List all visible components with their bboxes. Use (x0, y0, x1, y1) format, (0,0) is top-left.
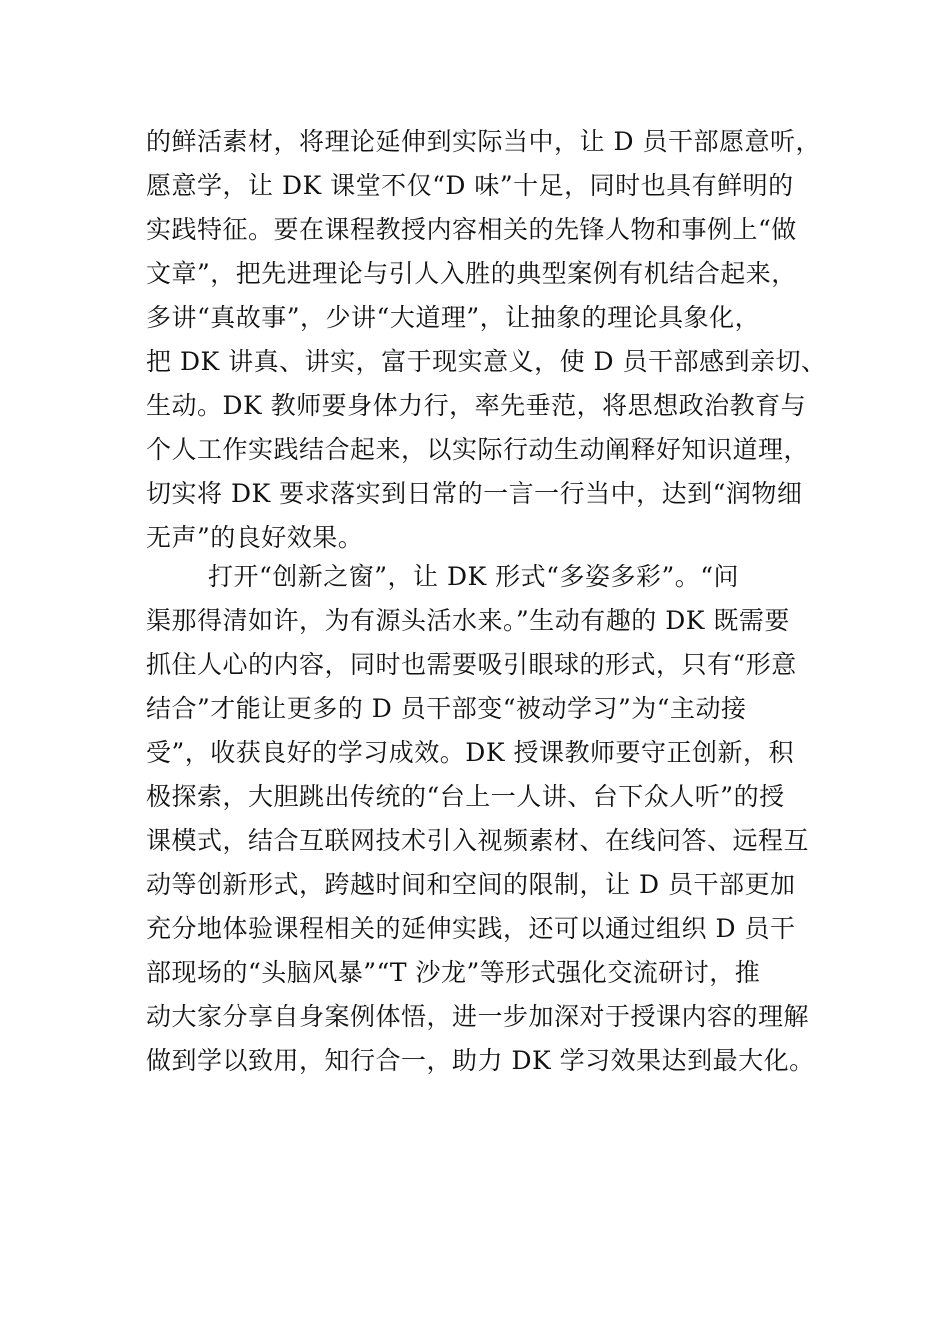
text-line: 抓住人心的内容，同时也需要吸引眼球的形式，只有“形意 (146, 650, 797, 679)
text-line: 无声”的良好效果。 (146, 523, 364, 552)
text-line: 打开“创新之窗”，让 DK 形式“多姿多彩”。“问 (208, 562, 740, 591)
text-line: 极探索，大胆跳出传统的“台上一人讲、台下众人听”的授 (146, 782, 785, 811)
text-line: 多讲“真故事”，少讲“大道理”，让抽象的理论具象化， (146, 303, 761, 332)
text-line: 结合”才能让更多的 D 员干部变“被动学习”为“主动接 (146, 694, 747, 723)
text-line: 个人工作实践结合起来，以实际行动生动阐释好知识道理， (146, 435, 810, 464)
text-line: 做到学以致用，知行合一，助力 DK 学习效果达到最大化。 (146, 1046, 815, 1075)
text-line: 生动。DK 教师要身体力行，率先垂范，将思想政治教育与 (146, 391, 807, 420)
text-line: 受”，收获良好的学习成效。DK 授课教师要守正创新，积 (146, 738, 794, 767)
text-line: 的鲜活素材，将理论延伸到实际当中，让 D 员干部愿意听， (146, 127, 821, 156)
text-line: 文章”，把先进理论与引人入胜的典型案例有机结合起来， (146, 259, 797, 288)
text-line: 动等创新形式，跨越时间和空间的限制，让 D 员干部更加 (146, 870, 796, 899)
text-line: 愿意学，让 DK 课堂不仅“D 味”十足，同时也具有鲜明的 (146, 171, 794, 200)
text-line: 把 DK 讲真、讲实，富于现实意义，使 D 员干部感到亲切、 (146, 347, 827, 376)
text-line: 实践特征。要在课程教授内容相关的先锋人物和事例上“做 (146, 215, 797, 244)
text-line: 切实将 DK 要求落实到日常的一言一行当中，达到“润物细 (146, 479, 803, 508)
text-line: 部现场的“头脑风暴”“T 沙龙”等形式强化交流研讨，推 (146, 958, 761, 987)
text-line: 课模式，结合互联网技术引入视频素材、在线问答、远程互 (146, 826, 810, 855)
text-line: 渠那得清如许，为有源头活水来。”生动有趣的 DK 既需要 (146, 606, 790, 635)
text-line: 动大家分享自身案例体悟，进一步加深对于授课内容的理解 (146, 1002, 810, 1031)
text-line: 充分地体验课程相关的延伸实践，还可以通过组织 D 员干 (146, 914, 796, 943)
